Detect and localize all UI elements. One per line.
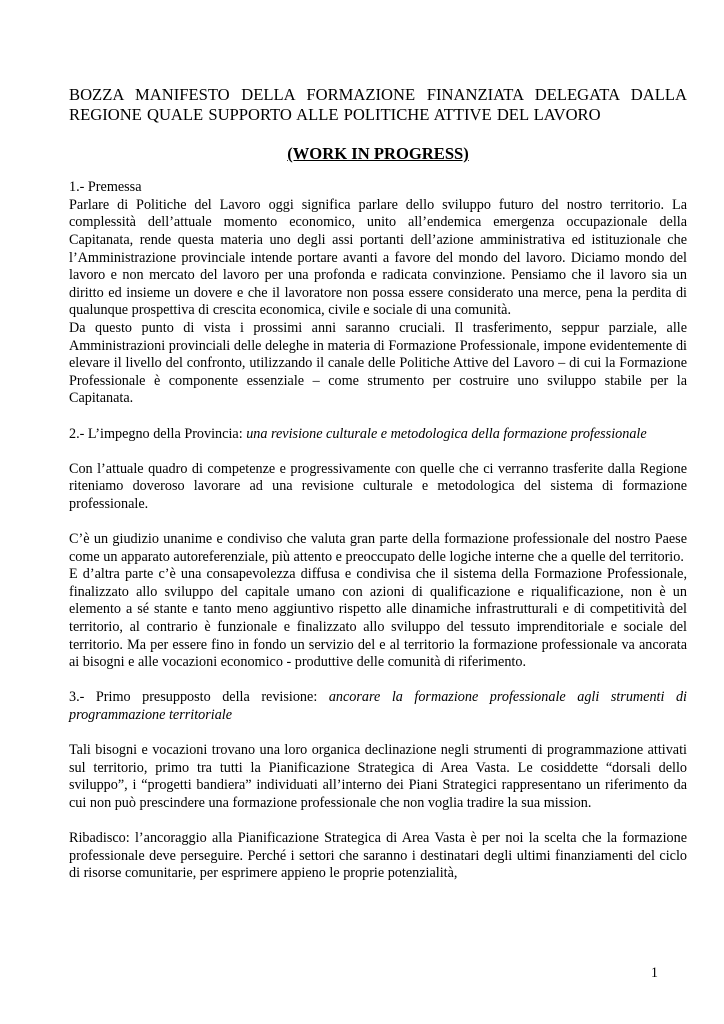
spacer [69,443,687,461]
page-number: 1 [650,965,658,981]
section-3-heading-plain: 3.- Primo presupposto della revisione: [69,689,329,706]
section-2-heading-italic: una revisione culturale e metodologica della formazione professionale [246,425,647,442]
section-2-paragraph-3: E d’altra parte c’è una consapevolezza diffusa e condivisa che il sistema della Formazione Professionale, finalizzato allo sviluppo del capitale umano con azioni di qualificazione e riqualificazione, non è un elemento a sé stante e tanto meno aggiuntivo rispetto alle dinamiche infrastrutturali e di competitività del territorio, al contrario è funzionale e finalizzato allo sviluppo del tessuto imprenditoriale e sociale del territorio. Ma per essere fino in fondo un servizio del e al territorio la formazione professionale va ancorata ai bisogni e alle vocazioni economico - produttive delle comunità di riferimento. [69,566,687,671]
spacer [69,513,687,531]
spacer [69,672,687,690]
document-subtitle: (WORK IN PROGRESS) [287,144,469,164]
spacer [69,725,687,743]
section-2-paragraph-1: Con l’attuale quadro di competenze e progressivamente con quelle che ci verranno trasferite dalla Regione riteniamo doveroso lavorare ad una revisione culturale e metodologica del sistema di formazione professionale. [69,460,687,512]
section-1-paragraph-2: Da questo punto di vista i prossimi anni saranno cruciali. Il trasferimento, seppur parziale, alle Amministrazioni provinciali delle deleghe in materia di Formazione Professionale, impone evidentemente di elevare il livello del confronto, utilizzando il canale delle Politiche Attive del Lavoro – di cui la Formazione Professionale è componente essenziale – come strumento per costruire uno sviluppo stabile per la Capitanata. [69,319,687,407]
document-title: BOZZA MANIFESTO DELLA FORMAZIONE FINANZIATA DELEGATA DALLA REGIONE QUALE SUPPORTO ALLE POLITICHE ATTIVE DEL LAVORO [69,85,687,124]
section-2-heading-plain: 2.- L’impegno della Provincia: [69,425,247,442]
document-body [69,85,687,883]
section-2-heading [69,426,687,444]
section-1-heading: 1.- Premessa [69,179,142,196]
section-1-paragraph-1: Parlare di Politiche del Lavoro oggi significa parlare dello sviluppo futuro del nostro territorio. La complessità dell’attuale momento economico, unito all’endemica emergenza occupazionale della Capitanata, rende questa materia uno degli assi portanti dell’azione amministrativa ed istituzionale che l’Amministrazione provinciale intende portare avanti a favore del mondo del lavoro. Diciamo mondo del lavoro e non mercato del lavoro per una profonda e radicata convinzione. Pensiamo che il lavoro sia un diritto ed insieme un dovere e che il lavoratore non possa essere considerato una merce, pena la perdita di qualunque prospettiva di crescita economica, civile e sociale di una comunità. [69,196,687,319]
section-2-paragraph-2: C’è un giudizio unanime e condiviso che valuta gran parte della formazione professionale del nostro Paese come un apparato autoreferenziale, più attento e preoccupato delle logiche interne che a quelle del territorio. [69,531,687,565]
section-3-paragraph-1: Tali bisogni e vocazioni trovano una loro organica declinazione negli strumenti di programmazione attivati sul territorio, primo tra tutti la Pianificazione Strategica di Area Vasta. Le cosiddette “dorsali dello sviluppo”, i “progetti bandiera” individuati all’interno dei Piani Strategici rappresentano un riferimento da cui non può prescindere una formazione professionale che non voglia tradire la sua mission. [69,742,687,811]
section-3-heading [69,689,687,724]
section-3-paragraph-2: Ribadisco: l’ancoraggio alla Pianificazione Strategica di Area Vasta è per noi la scelta che la formazione professionale deve perseguire. Perché i settori che saranno i destinatari degli ultimi finanziamenti del ciclo di risorse comunitarie, per esprimere appieno le proprie potenzialità, [69,830,687,882]
spacer [69,813,687,831]
section-3-heading-italic: ancorare la formazione professionale agli strumenti di programmazione territoriale [69,689,688,723]
spacer [69,408,687,426]
